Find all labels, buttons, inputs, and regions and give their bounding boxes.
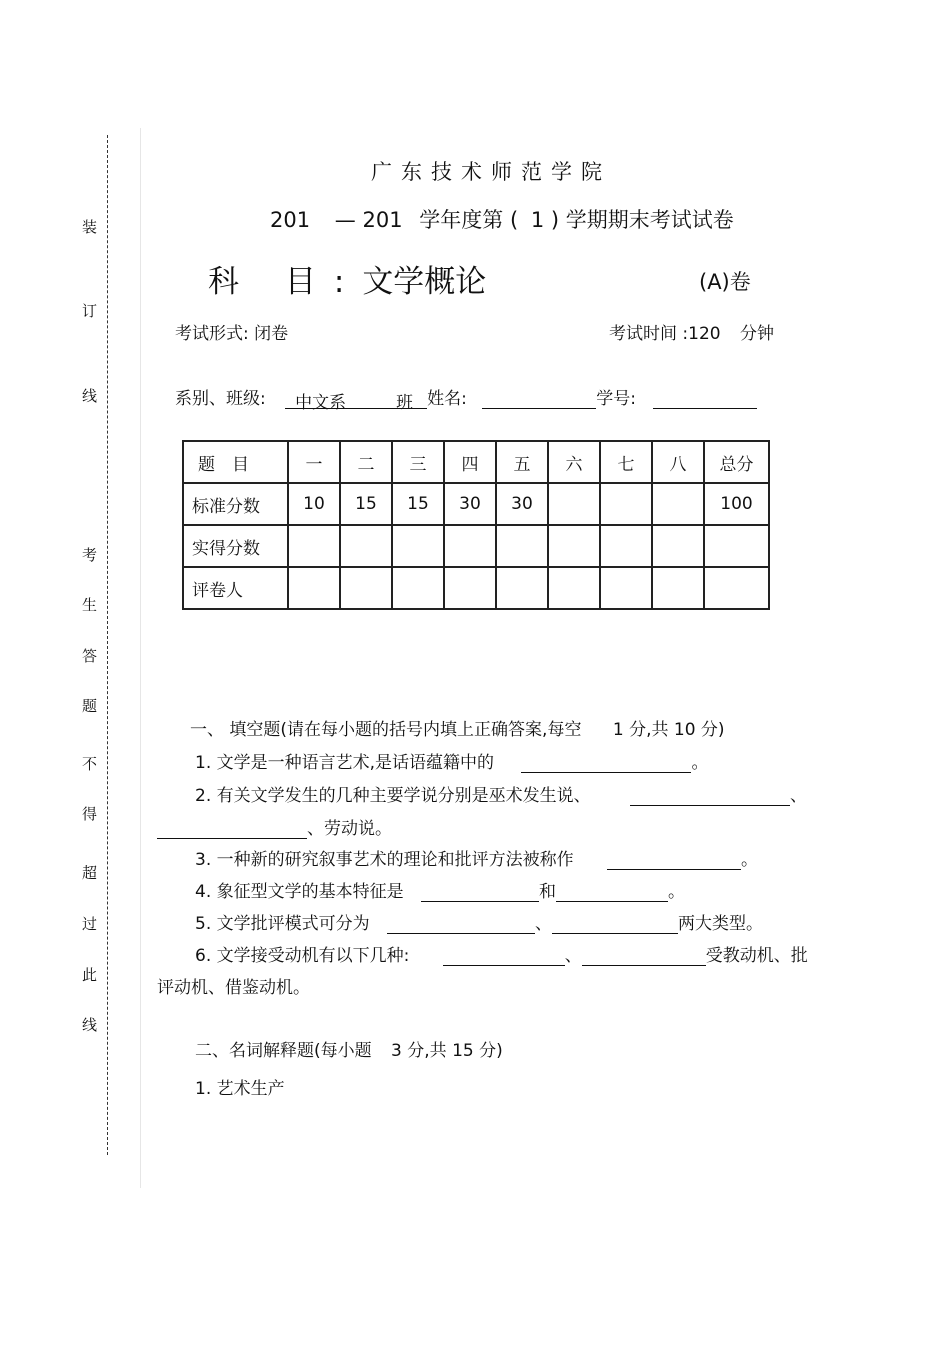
score-cell: 30 (444, 483, 496, 525)
answer-blank[interactable] (630, 787, 790, 806)
score-cell[interactable] (496, 525, 548, 567)
subject-name: 文学概论 (362, 264, 487, 300)
question-1-2 (195, 781, 807, 806)
score-cell[interactable] (288, 525, 340, 567)
header-cell: 八 (652, 441, 704, 483)
question-and: 和 (539, 882, 557, 902)
header-cell: 七 (600, 441, 652, 483)
score-cell[interactable] (652, 525, 704, 567)
score-cell: 100 (704, 483, 769, 525)
header-cell: 总分 (704, 441, 769, 483)
answer-blank[interactable] (552, 915, 678, 934)
section1-title-text: 一、 填空题(请在每小题的括号内填上正确答案,每空 (190, 720, 582, 740)
exam-time-label: 考试时间 : (609, 324, 689, 344)
score-cell[interactable] (600, 525, 652, 567)
grader-row (183, 567, 769, 609)
score-cell: 30 (496, 483, 548, 525)
term-number: 1 (530, 208, 545, 232)
answer-blank[interactable] (157, 820, 307, 839)
header-cell: 六 (548, 441, 600, 483)
side-char: 超 (82, 864, 98, 882)
question-text: 文学批评模式可分为 (216, 914, 370, 934)
question-number: 1. (195, 753, 212, 773)
grader-cell[interactable] (496, 567, 548, 609)
id-label: 学号: (596, 389, 637, 409)
exam-time (609, 319, 774, 344)
student-info-line (175, 384, 757, 413)
question-sep: 、 (535, 914, 553, 934)
subject-line (208, 256, 486, 301)
question-end: 。 (741, 850, 759, 870)
section1-title (190, 715, 725, 740)
question-number: 2. (195, 786, 212, 806)
header-cell: 四 (444, 441, 496, 483)
year-start: 201 (270, 208, 311, 232)
side-char: 题 (82, 697, 98, 715)
side-char: 过 (82, 915, 98, 933)
row-label: 评卷人 (183, 567, 288, 609)
answer-blank[interactable] (387, 915, 535, 934)
answer-blank[interactable] (582, 947, 706, 966)
side-char: 答 (82, 647, 98, 665)
answer-blank[interactable] (521, 754, 691, 773)
answer-blank[interactable] (421, 883, 539, 902)
header-cell: 五 (496, 441, 548, 483)
exam-year-line (270, 204, 734, 234)
grader-cell[interactable] (548, 567, 600, 609)
score-cell: 15 (340, 483, 392, 525)
question-1-1 (195, 748, 708, 773)
year-end: 201 (362, 208, 403, 232)
section1-title-score: 1 分,共 10 分) (612, 720, 725, 740)
grader-cell[interactable] (340, 567, 392, 609)
score-cell[interactable] (392, 525, 444, 567)
answer-blank[interactable] (443, 947, 565, 966)
year-mid: 学年度第 (419, 208, 504, 232)
score-cell[interactable] (444, 525, 496, 567)
exam-name: 学期期末考试试卷 (565, 208, 734, 232)
question-end: 两大类型。 (678, 914, 764, 934)
answer-blank[interactable] (607, 851, 741, 870)
score-cell (600, 483, 652, 525)
question-number: 1. (195, 1079, 212, 1099)
side-char: 订 (82, 302, 98, 320)
side-char: 不 (82, 755, 98, 773)
score-cell[interactable] (704, 525, 769, 567)
exam-format (175, 319, 288, 344)
question-text: 艺术生产 (216, 1079, 285, 1099)
grader-cell[interactable] (600, 567, 652, 609)
row-label: 标准分数 (183, 483, 288, 525)
section2-title-text: 二、名词解释题(每小题 (195, 1041, 372, 1061)
question-1-2-cont (157, 814, 392, 839)
school-name: 广东技术师范学院 (371, 160, 611, 184)
header-cell: 二 (340, 441, 392, 483)
name-label: 姓名: (427, 389, 467, 409)
dept-label: 系别、班级: (175, 389, 266, 409)
actual-score-row (183, 525, 769, 567)
score-cell[interactable] (548, 525, 600, 567)
side-char: 考 (82, 546, 98, 564)
header-cell: 三 (392, 441, 444, 483)
score-cell[interactable] (340, 525, 392, 567)
year-dash: — (334, 208, 356, 232)
question-text: 有关文学发生的几种主要学说分别是巫术发生说、 (216, 786, 591, 806)
class-value: 班 (396, 393, 414, 413)
question-1-5 (195, 909, 763, 934)
question-number: 6. (195, 946, 212, 966)
side-char: 线 (82, 1016, 98, 1034)
question-1-4 (195, 877, 685, 902)
term-open: ( (509, 208, 519, 232)
name-field[interactable] (482, 388, 596, 409)
answer-blank[interactable] (556, 883, 668, 902)
exam-time-value: 120 (688, 324, 721, 344)
question-1-6-cont: 评动机、借鉴动机。 (157, 978, 310, 998)
question-text: 文学接受动机有以下几种: (216, 946, 410, 966)
question-end: 。 (691, 753, 709, 773)
grader-cell[interactable] (652, 567, 704, 609)
grader-cell[interactable] (704, 567, 769, 609)
question-1-3 (195, 845, 758, 870)
side-char: 线 (82, 387, 98, 405)
score-cell (548, 483, 600, 525)
side-char: 得 (82, 805, 98, 823)
question-number: 5. (195, 914, 212, 934)
subject-label: 科 目: (208, 264, 363, 300)
question-text: 象征型文学的基本特征是 (216, 882, 404, 902)
margin-rule (140, 128, 141, 1188)
score-cell: 10 (288, 483, 340, 525)
header-cell: 一 (288, 441, 340, 483)
question-end: 、劳动说。 (307, 819, 392, 839)
question-1-6 (195, 941, 808, 966)
section2-title-score: 3 分,共 15 分) (391, 1041, 503, 1061)
grader-cell[interactable] (392, 567, 444, 609)
term-close: ) (550, 208, 560, 232)
question-sep: 、 (790, 786, 808, 806)
paper-version: (A)卷 (699, 270, 751, 294)
score-table-header-row (183, 441, 769, 483)
header-cell: 题 目 (183, 441, 288, 483)
id-field[interactable] (653, 388, 757, 409)
score-cell: 15 (392, 483, 444, 525)
question-end: 。 (668, 882, 686, 902)
question-end: 受教动机、批 (705, 946, 808, 966)
dept-field[interactable] (285, 388, 427, 413)
side-char: 生 (82, 596, 98, 614)
binding-dashed-line (107, 135, 108, 1155)
exam-format-value: 闭卷 (254, 324, 289, 344)
score-table (182, 440, 770, 610)
question-number: 4. (195, 882, 212, 902)
question-text: 一种新的研究叙事艺术的理论和批评方法被称作 (216, 850, 574, 870)
dept-value: 中文系 (295, 393, 347, 413)
row-label: 实得分数 (183, 525, 288, 567)
exam-time-unit: 分钟 (740, 324, 774, 344)
grader-cell[interactable] (288, 567, 340, 609)
exam-format-label: 考试形式: (175, 324, 249, 344)
score-cell (652, 483, 704, 525)
grader-cell[interactable] (444, 567, 496, 609)
side-char: 装 (82, 218, 98, 236)
question-number: 3. (195, 850, 212, 870)
section2-title (195, 1036, 503, 1061)
question-text: 文学是一种语言艺术,是话语蕴籍中的 (216, 753, 495, 773)
question-sep: 、 (564, 946, 582, 966)
question-2-1 (195, 1074, 285, 1099)
side-char: 此 (82, 966, 98, 984)
standard-score-row (183, 483, 769, 525)
